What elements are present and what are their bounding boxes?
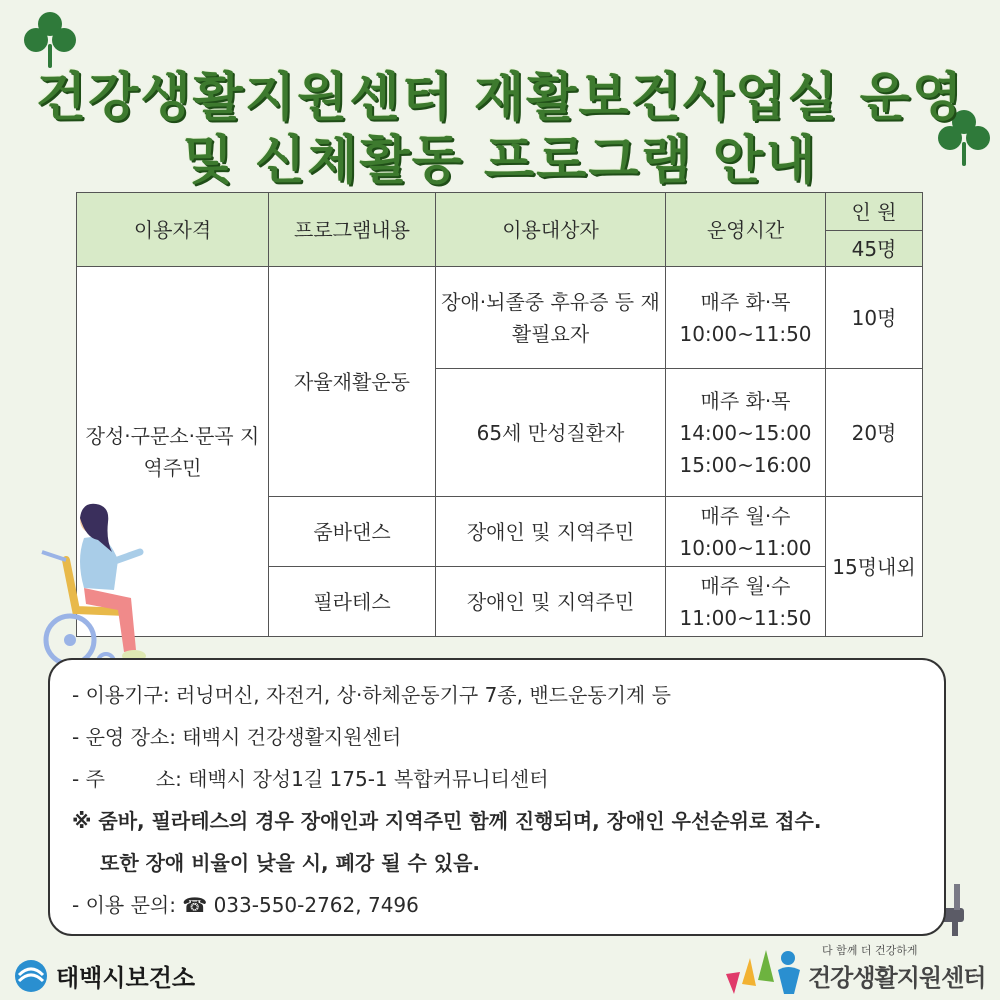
header-eligibility: 이용자격 <box>77 193 269 267</box>
header-capacity-total: 45명 <box>826 231 923 267</box>
time-cell: 매주 월·수 10:00~11:00 <box>666 497 826 567</box>
footer-left-brand <box>14 958 195 993</box>
time-cell: 매주 월·수 11:00~11:50 <box>666 567 826 637</box>
capacity-cell: 15명내외 <box>826 497 923 637</box>
target-cell: 장애인 및 지역주민 <box>436 497 666 567</box>
wheelchair-user-illustration <box>36 500 156 672</box>
program-cell: 자율재활운동 <box>269 267 436 497</box>
location-line: - 운영 장소: 태백시 건강생활지원센터 <box>72 725 402 749</box>
notice-line-1: ※ 줌바, 필라테스의 경우 장애인과 지역주민 함께 진행되며, 장애인 우선순위로 접수. <box>72 809 822 833</box>
address-value: 태백시 장성1길 175-1 복합커뮤니티센터 <box>188 767 549 791</box>
capacity-cell: 20명 <box>826 369 923 497</box>
schedule-table <box>76 192 923 637</box>
capacity-cell: 10명 <box>826 267 923 369</box>
footer-left-org: 태백시보건소 <box>56 964 196 992</box>
footer-slogan: 다 함께 더 건강하게 <box>822 944 918 957</box>
health-center-logo-icon <box>722 944 806 998</box>
page-title-line2: 및 신체활동 프로그램 안내 <box>182 131 818 191</box>
info-box <box>48 658 946 936</box>
equipment-line: - 이용기구: 러닝머신, 자전거, 상·하체운동기구 7종, 밴드운동기계 등 <box>72 683 671 707</box>
address-line <box>72 758 944 800</box>
page-title-line1: 건강생활지원센터 재활보건사업실 운영 <box>35 68 965 128</box>
time-cell: 매주 화·목 14:00~15:00 15:00~16:00 <box>666 369 826 497</box>
target-cell: 장애인 및 지역주민 <box>436 567 666 637</box>
footer-right-org: 건강생활지원센터 <box>808 964 986 992</box>
program-cell: 줌바댄스 <box>269 497 436 567</box>
contact-line: - 이용 문의: ☎ 033-550-2762, 7496 <box>72 893 419 917</box>
taebaek-logo-icon <box>14 959 48 993</box>
footer-right-brand <box>722 940 997 998</box>
eligibility-cell: 장성·구문소·문곡 지역주민 <box>77 267 269 637</box>
notice-line-2: 또한 장애 비율이 낮을 시, 폐강 될 수 있음. <box>100 851 481 875</box>
header-target: 이용대상자 <box>436 193 666 267</box>
header-program: 프로그램내용 <box>269 193 436 267</box>
time-cell: 매주 화·목 10:00~11:50 <box>666 267 826 369</box>
header-time: 운영시간 <box>666 193 826 267</box>
target-cell: 65세 만성질환자 <box>436 369 666 497</box>
header-capacity: 인 원 <box>826 193 923 231</box>
target-cell: 장애·뇌졸중 후유증 등 재활필요자 <box>436 267 666 369</box>
address-label: - 주 소: <box>72 767 182 791</box>
program-cell: 필라테스 <box>269 567 436 637</box>
